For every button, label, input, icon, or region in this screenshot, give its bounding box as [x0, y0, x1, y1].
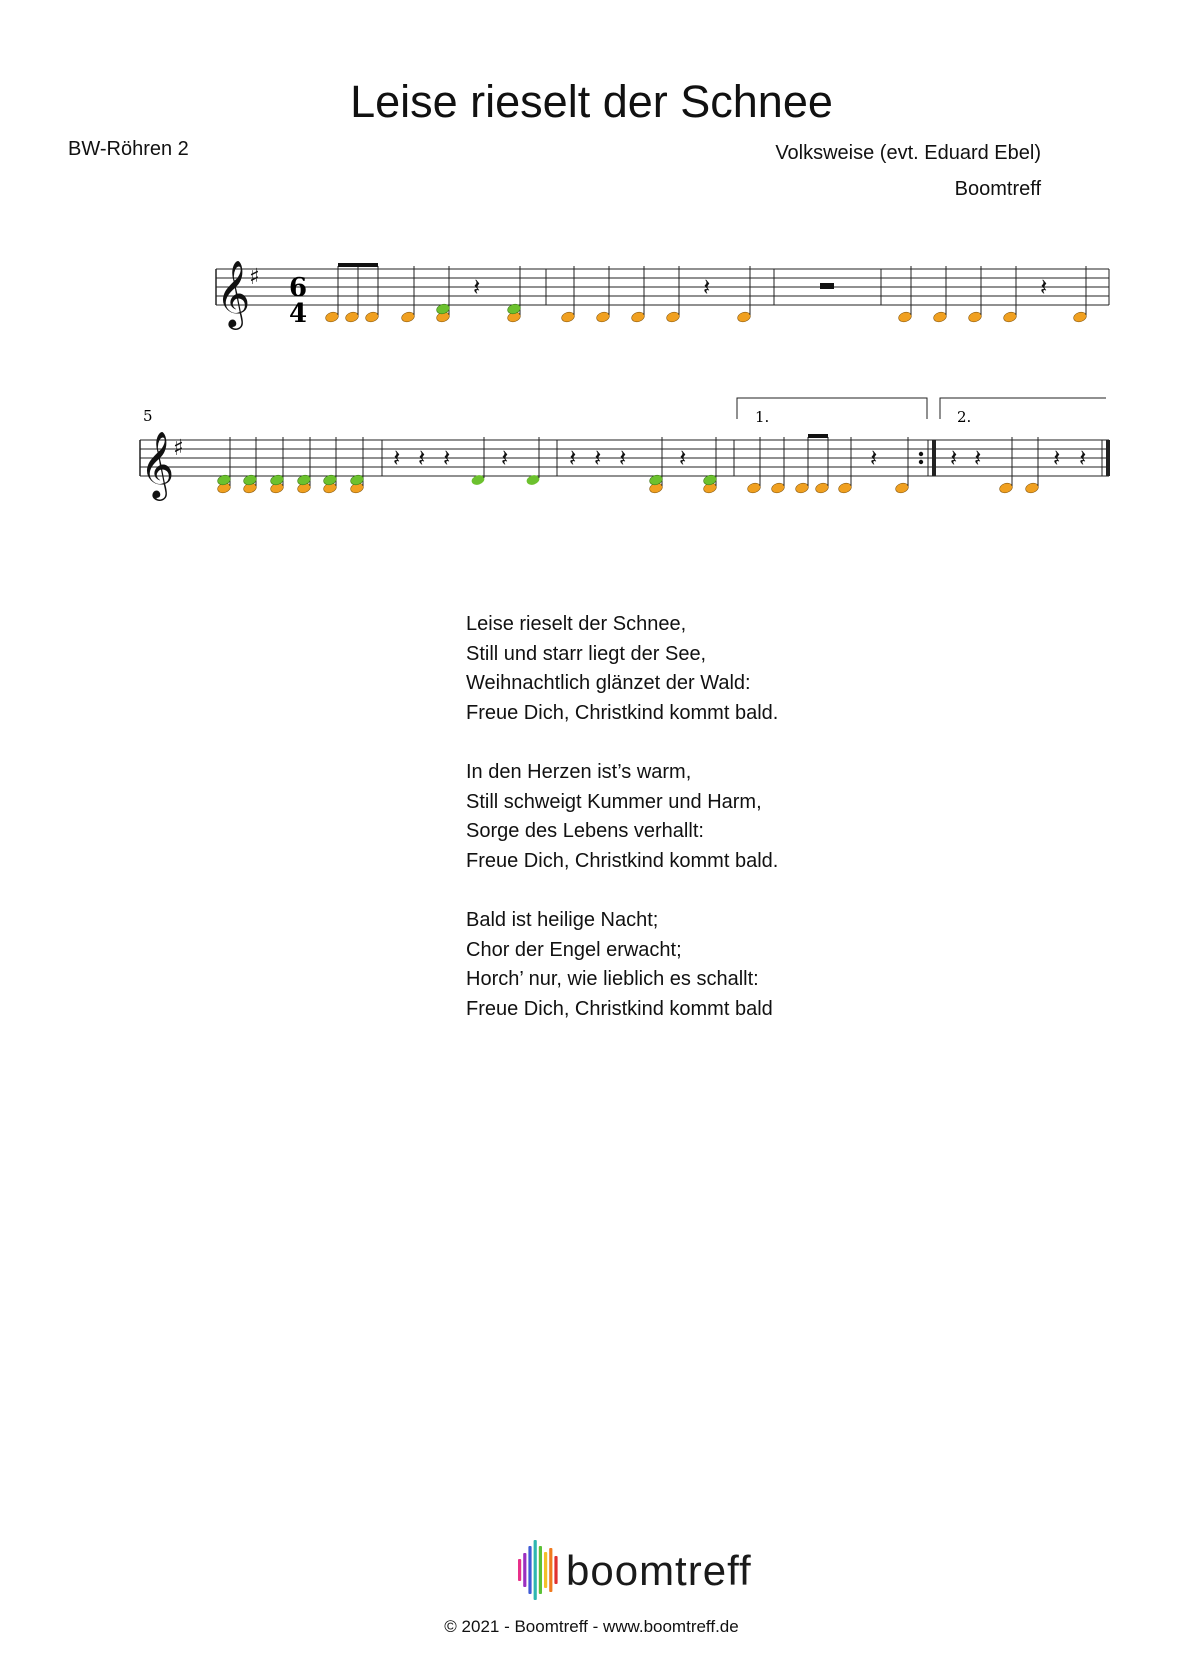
lyric-line: Leise rieselt der Schnee, [466, 613, 687, 635]
key-signature-sharp-icon: ♯ [249, 265, 260, 290]
stanza [466, 906, 778, 1024]
notehead [560, 311, 575, 324]
instrument-label: BW-Röhren 2 [68, 138, 189, 160]
notehead [746, 482, 761, 495]
arranger-label: Boomtreff [954, 178, 1041, 200]
quarter-rest-icon: 𝄽 [1040, 273, 1048, 301]
notehead [894, 482, 909, 495]
notehead [324, 311, 339, 324]
quarter-rest-icon: 𝄽 [569, 444, 577, 472]
notehead [998, 482, 1013, 495]
notehead [932, 311, 947, 324]
notehead [400, 311, 415, 324]
notehead [665, 311, 680, 324]
logo-bar [539, 1546, 542, 1594]
beam [338, 263, 378, 267]
notehead [1002, 311, 1017, 324]
volta-2-label: 2. [957, 408, 972, 426]
quarter-rest-icon: 𝄽 [393, 444, 401, 472]
notehead [736, 311, 751, 324]
logo-bar [528, 1546, 531, 1594]
quarter-rest-icon: 𝄽 [974, 444, 982, 472]
quarter-rest-icon: 𝄽 [679, 444, 687, 472]
logo-bar [554, 1556, 557, 1584]
logo-bar [518, 1559, 521, 1581]
time-signature-bottom: 4 [289, 299, 308, 329]
logo-bar [549, 1548, 552, 1592]
measure-number: 5 [143, 407, 153, 425]
sheet-music [0, 0, 1183, 520]
whole-rest-icon [820, 283, 834, 289]
notehead [1024, 482, 1039, 495]
notehead [344, 311, 359, 324]
logo-wordmark: boomtreff [566, 1547, 752, 1594]
lyric-line: Still und starr liegt der See, [466, 642, 707, 665]
stanza [466, 610, 778, 728]
treble-clef-icon: 𝄞 [216, 259, 251, 327]
quarter-rest-icon: 𝄽 [703, 273, 711, 301]
stanza [466, 758, 778, 876]
notehead [630, 311, 645, 324]
notehead [770, 482, 785, 495]
beam [808, 434, 828, 438]
repeat-dot [919, 460, 923, 464]
quarter-rest-icon: 𝄽 [1079, 444, 1087, 472]
notehead [595, 311, 610, 324]
quarter-rest-icon: 𝄽 [443, 444, 451, 472]
notehead [837, 482, 852, 495]
composer-label: Volksweise (evt. Eduard Ebel) [775, 142, 1041, 164]
lyric-line: Sorge des Lebens verhallt: [466, 820, 704, 842]
logo-bar [544, 1552, 547, 1588]
lyric-line: Chor der Engel erwacht; [466, 938, 682, 961]
quarter-rest-icon: 𝄽 [870, 444, 878, 472]
lyric-line: Freue Dich, Christkind kommt bald [466, 997, 773, 1020]
quarter-rest-icon: 𝄽 [418, 444, 426, 472]
logo-bar [523, 1553, 526, 1587]
logo-bars-icon [518, 1540, 558, 1600]
notehead [897, 311, 912, 324]
quarter-rest-icon: 𝄽 [594, 444, 602, 472]
page-title: Leise rieselt der Schnee [350, 76, 833, 127]
repeat-dot [919, 452, 923, 456]
notehead [794, 482, 809, 495]
quarter-rest-icon: 𝄽 [501, 444, 509, 472]
quarter-rest-icon: 𝄽 [619, 444, 627, 472]
lyrics [466, 610, 778, 1054]
time-signature-top: 6 [289, 273, 308, 303]
staff-system-1 [216, 259, 1109, 330]
lyric-line: Horch’ nur, wie lieblich es schallt: [466, 968, 759, 990]
key-signature-sharp-icon: ♯ [173, 436, 184, 461]
notehead [967, 311, 982, 324]
volta-1-label: 1. [755, 408, 770, 426]
treble-clef-icon: 𝄞 [140, 430, 175, 498]
quarter-rest-icon: 𝄽 [1053, 444, 1061, 472]
lyric-line: Bald ist heilige Nacht; [466, 909, 659, 931]
lyric-line: Weihnachtlich glänzet der Wald: [466, 672, 751, 694]
notehead [364, 311, 379, 324]
quarter-rest-icon: 𝄽 [950, 444, 958, 472]
notehead [1072, 311, 1087, 324]
logo-bar [534, 1540, 537, 1600]
lyric-line: Freue Dich, Christkind kommt bald. [466, 701, 779, 724]
copyright-footer: © 2021 - Boomtreff - www.boomtreff.de [444, 1617, 739, 1636]
boomtreff-logo [0, 1540, 1183, 1600]
lyric-line: Freue Dich, Christkind kommt bald. [466, 849, 779, 872]
notehead [814, 482, 829, 495]
lyric-line: Still schweigt Kummer und Harm, [466, 790, 762, 813]
lyric-line: In den Herzen ist’s warm, [466, 761, 692, 783]
quarter-rest-icon: 𝄽 [473, 273, 481, 301]
